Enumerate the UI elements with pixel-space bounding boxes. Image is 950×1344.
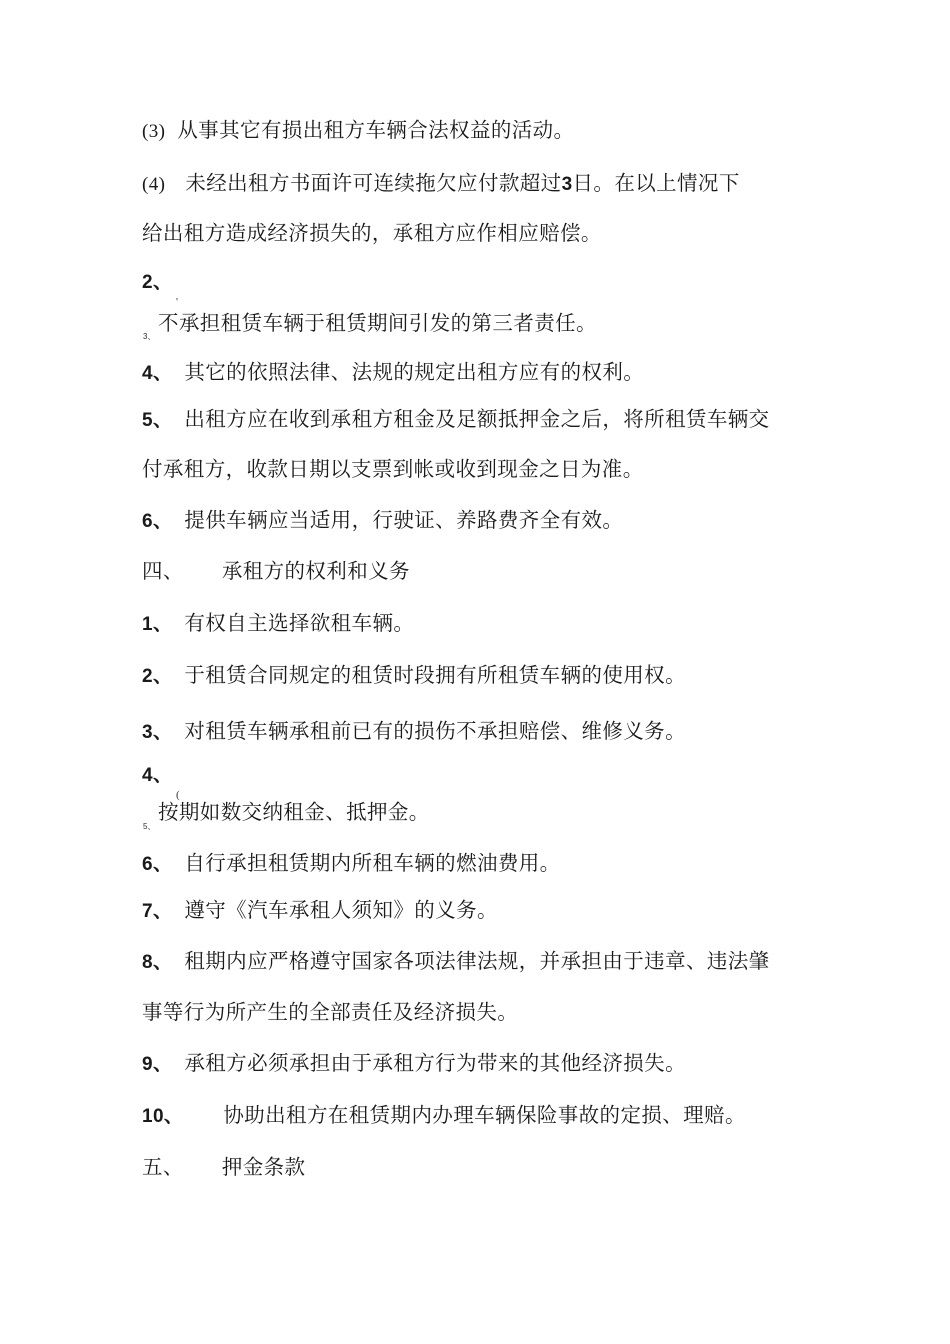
item-text: 于租赁合同规定的租赁时段拥有所租赁车辆的使用权。 [184, 663, 686, 687]
item-text: 提供车辆应当适用，行驶证、养路费齐全有效。 [184, 508, 624, 532]
item-text: 事等行为所产生的全部责任及经济损失。 [142, 1000, 519, 1024]
section-title: 承租方的权利和义务 [221, 559, 410, 583]
item-2 [142, 267, 172, 297]
clause-number-inline: 3 [561, 174, 573, 195]
item-5b-number: 5、 [143, 822, 156, 831]
item-5 [142, 405, 770, 435]
item-number: 1、 [142, 614, 173, 635]
stray-mark: ( [176, 789, 180, 801]
item-text: 其它的依照法律、法规的规定出租方应有的权利。 [184, 360, 645, 384]
item-3 [158, 309, 597, 337]
clause-number: (4) [142, 174, 166, 195]
item-8-cont [142, 998, 518, 1026]
item-text: 自行承担租赁期内所租车辆的燃油费用。 [184, 851, 561, 875]
item-8 [142, 947, 770, 977]
item-2b [142, 661, 686, 691]
item-number: 5、 [142, 410, 173, 431]
item-number: 2、 [142, 272, 173, 293]
item-10 [142, 1101, 746, 1131]
item-text: 出租方应在收到承租方租金及足额抵押金之后，将所租赁车辆交 [184, 407, 770, 431]
section-number: 四、 [142, 559, 184, 583]
item-number: 7、 [142, 901, 173, 922]
clause-3-3 [142, 116, 574, 146]
item-number: 4、 [142, 363, 173, 384]
clause-number: (3) [142, 121, 166, 142]
item-number: 6、 [142, 511, 173, 532]
item-number: 4、 [142, 765, 173, 786]
clause-text: 未经出租方书面许可连续拖欠应付款超过 [185, 171, 562, 195]
item-text: 对租赁车辆承租前已有的损伤不承担赔偿、维修义务。 [184, 719, 686, 743]
item-9 [142, 1049, 686, 1079]
item-text: 不承担租赁车辆于租赁期间引发的第三者责任。 [158, 311, 597, 335]
item-5-cont [142, 455, 644, 483]
item-5b [158, 798, 430, 826]
item-4b [142, 760, 172, 790]
item-text: 协助出租方在租赁期内办理车辆保险事故的定损、理赔。 [223, 1103, 746, 1127]
item-text: 承租方必须承担由于承租方行为带来的其他经济损失。 [184, 1051, 686, 1075]
item-1 [142, 609, 414, 639]
item-text: 租期内应严格遵守国家各项法律法规，并承担由于违章、违法肇 [184, 949, 770, 973]
item-number: 3、 [142, 722, 173, 743]
item-number: 2、 [142, 666, 173, 687]
item-text: 按期如数交纳租金、抵押金。 [158, 800, 430, 824]
item-4 [142, 358, 644, 388]
clause-text: 给出租方造成经济损失的，承租方应作相应赔偿。 [142, 221, 602, 245]
item-3b [142, 717, 686, 747]
clause-text-cont: 日。在以上情况下 [572, 171, 740, 195]
section-title: 押金条款 [221, 1155, 306, 1179]
stray-mark: ' [176, 296, 178, 308]
item-text: 有权自主选择欲租车辆。 [184, 611, 415, 635]
section-5-heading [142, 1153, 305, 1181]
clause-text: 从事其它有损出租方车辆合法权益的活动。 [177, 118, 575, 142]
item-3-number: 3、 [143, 332, 156, 341]
clause-3-4 [142, 169, 740, 199]
clause-3-4-cont [142, 219, 602, 247]
section-4-heading [142, 557, 410, 585]
item-number: 10、 [142, 1106, 184, 1127]
section-number: 五、 [142, 1155, 184, 1179]
item-number: 8、 [142, 952, 173, 973]
item-6b [142, 849, 561, 879]
item-6 [142, 506, 623, 536]
item-number: 9、 [142, 1054, 173, 1075]
item-text: 遵守《汽车承租人须知》的义务。 [184, 898, 498, 922]
item-number: 6、 [142, 854, 173, 875]
item-text: 付承租方，收款日期以支票到帐或收到现金之日为准。 [142, 457, 644, 481]
item-7 [142, 896, 498, 926]
